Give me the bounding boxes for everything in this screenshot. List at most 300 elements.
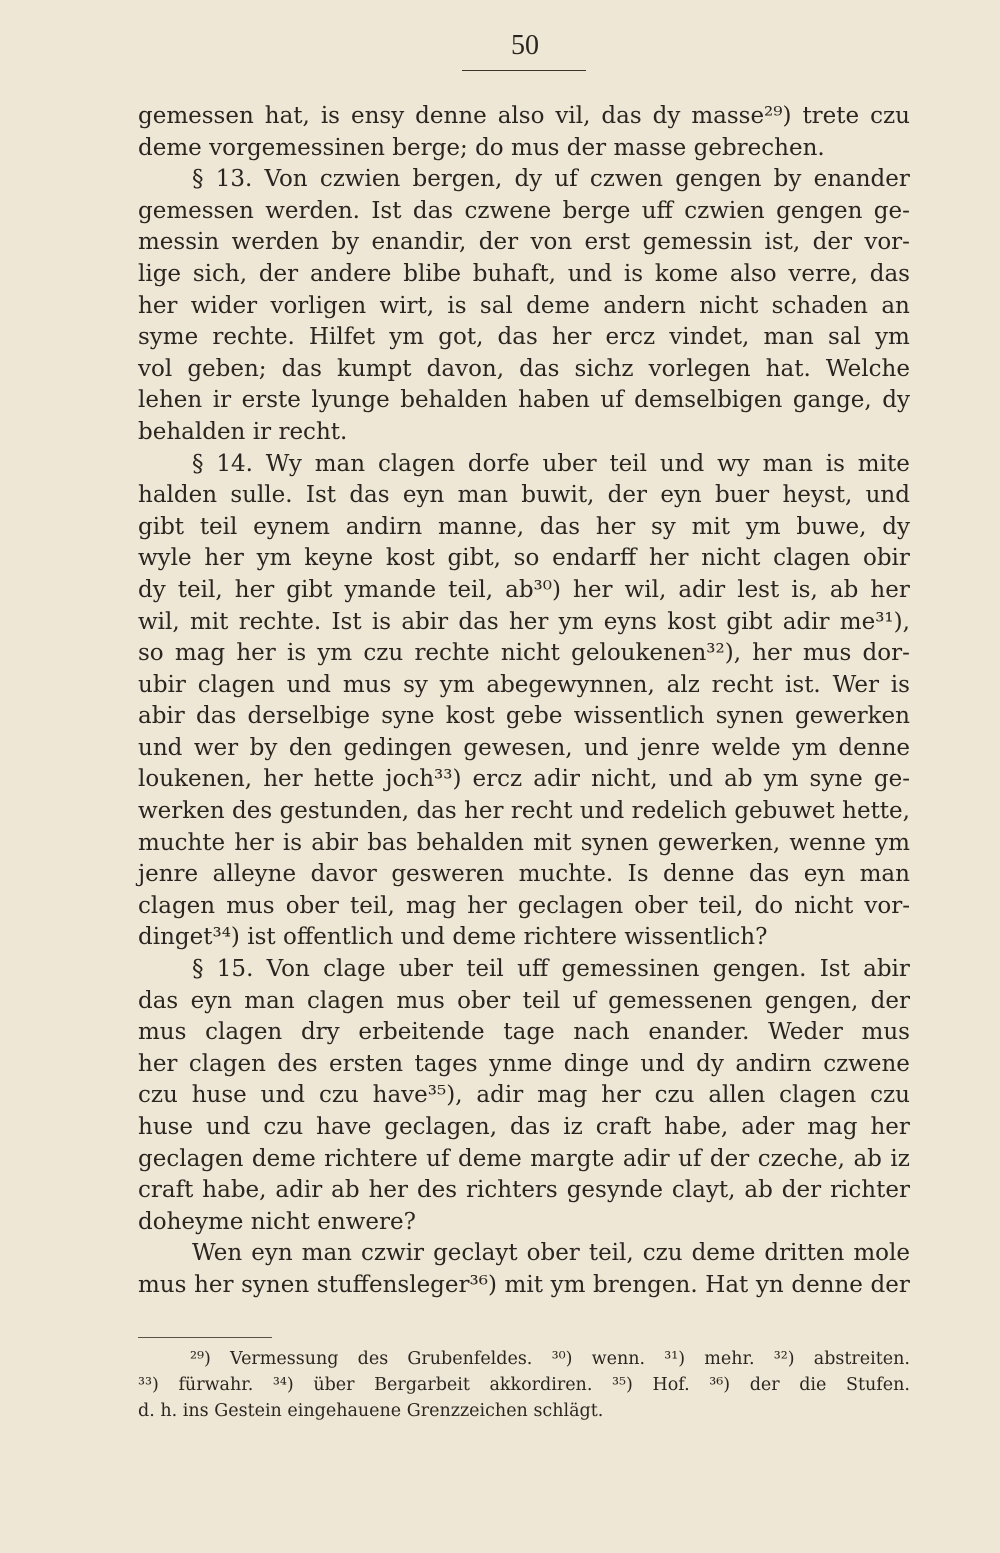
word: muchte <box>138 829 226 856</box>
word: wenne <box>789 829 866 856</box>
text-line <box>138 259 910 291</box>
word: is <box>447 292 467 319</box>
text-line <box>138 859 910 891</box>
text-line <box>138 1207 910 1239</box>
word: ober <box>285 892 339 919</box>
word: eynem <box>253 513 330 540</box>
text-line <box>138 101 910 133</box>
word: heyst, <box>782 482 853 509</box>
word: me³¹), <box>839 608 910 635</box>
word: her <box>234 576 275 603</box>
text-line <box>138 133 910 165</box>
word: mag <box>537 1082 588 1109</box>
word: gewerken, <box>657 829 781 856</box>
word: Is <box>627 861 649 888</box>
word: das <box>869 260 910 287</box>
word: clayt, <box>671 1177 736 1204</box>
word: Von <box>264 166 308 193</box>
word: denne <box>838 734 910 761</box>
word: gemessen <box>138 197 254 224</box>
word: teil, <box>698 892 744 919</box>
word: richtere <box>324 1145 418 1172</box>
word: nicht <box>500 640 560 667</box>
word: manne, <box>437 513 525 540</box>
word: ober <box>457 987 511 1014</box>
word: vol <box>138 355 173 382</box>
text-line <box>138 1017 910 1049</box>
word: Gestein <box>214 1401 282 1421</box>
word: man <box>763 324 814 351</box>
word: her <box>138 1050 178 1077</box>
word: gebe <box>505 703 563 730</box>
word: czu <box>138 1082 178 1109</box>
word: mus <box>138 1271 187 1298</box>
word: das <box>281 355 322 382</box>
word: do <box>475 134 504 161</box>
footnote-line <box>138 1372 910 1398</box>
word: vorgemessinen <box>209 134 385 161</box>
word: ge- <box>873 766 910 793</box>
word: craft <box>595 1114 652 1140</box>
word: her <box>649 545 689 572</box>
word: man <box>244 987 295 1014</box>
word: abir <box>863 956 910 983</box>
word: rechte <box>414 640 490 667</box>
word: dor- <box>862 640 910 667</box>
word: her <box>870 1114 910 1140</box>
word: sal <box>828 324 861 351</box>
word: gemessin <box>642 229 753 256</box>
word: Grenzzeichen <box>406 1401 528 1421</box>
word: czu <box>363 640 404 667</box>
word: her <box>467 892 507 919</box>
word: mus <box>511 134 560 161</box>
word: 15. <box>216 956 254 983</box>
page-number-rule <box>462 70 586 71</box>
word: erbeitende <box>358 1019 485 1046</box>
word: nicht <box>250 1208 310 1235</box>
word: gewesen, <box>463 734 573 761</box>
word: her <box>595 513 636 540</box>
word: abstreiten. <box>813 1349 910 1369</box>
word: uf <box>600 387 624 414</box>
word: loukenen, <box>138 766 253 793</box>
word: keyne <box>304 545 374 572</box>
word: Grubenfeldes. <box>407 1349 533 1369</box>
word: adir <box>622 1145 670 1172</box>
word: 14. <box>216 450 253 477</box>
word: gestunden, <box>279 798 410 825</box>
word: und <box>567 260 613 287</box>
word: her <box>601 1082 641 1109</box>
word: is <box>371 608 392 635</box>
text-line <box>138 891 910 923</box>
word: teil <box>609 450 648 477</box>
word: das <box>539 513 581 540</box>
word: huse <box>138 1114 194 1140</box>
word: ist <box>247 924 276 951</box>
word: trete <box>802 103 860 129</box>
word: vor- <box>864 229 910 256</box>
word: sy <box>651 513 676 540</box>
word: ader <box>741 1114 795 1140</box>
word: ³⁰) <box>551 1349 573 1369</box>
word: erst <box>584 229 631 256</box>
word: und <box>640 1050 685 1077</box>
word: ist, <box>764 229 801 256</box>
word: her <box>236 640 276 667</box>
word: mus <box>802 640 852 667</box>
word: ³³) <box>138 1375 159 1395</box>
word: behalden <box>138 418 246 445</box>
word: ist. <box>785 671 821 698</box>
word: gibt, <box>447 545 501 572</box>
word: nicht <box>699 292 759 319</box>
word: sich, <box>192 260 248 287</box>
word: mus <box>861 1019 910 1046</box>
word: wy <box>717 450 750 477</box>
word: teil, <box>588 1240 634 1267</box>
word: czwir <box>361 1240 425 1267</box>
word: andern <box>603 292 686 319</box>
word: kost <box>445 703 495 730</box>
word: davor <box>310 861 377 888</box>
word: adir <box>476 1082 524 1109</box>
word: man <box>314 450 366 477</box>
word: kome <box>654 260 719 287</box>
word: is <box>623 260 644 287</box>
word: berge; <box>392 134 468 161</box>
word: lige <box>138 260 182 287</box>
word: gesynde <box>566 1177 663 1204</box>
word: mus <box>138 1019 187 1046</box>
word: iz <box>890 1145 910 1172</box>
word: ab <box>744 1177 773 1204</box>
word: rechte. <box>238 608 322 635</box>
word: und <box>286 671 332 698</box>
word: adir <box>275 1177 323 1204</box>
word: clagen <box>197 671 275 698</box>
word: richters <box>466 1177 558 1204</box>
word: clagen <box>377 450 456 477</box>
word: behalden <box>400 387 508 414</box>
word: deme <box>526 292 590 319</box>
word: von <box>530 229 573 256</box>
footnote-line <box>138 1346 910 1372</box>
word: gemessinen <box>561 956 700 983</box>
word: und <box>659 450 705 477</box>
text-line <box>138 227 910 259</box>
word: gemessenen <box>608 987 753 1014</box>
text-line <box>138 1144 910 1176</box>
word: teil, <box>349 892 395 919</box>
word: jenre <box>138 861 199 888</box>
word: ym <box>745 513 781 540</box>
word: d. <box>138 1401 155 1421</box>
word: dinge <box>563 1050 629 1077</box>
word: dy <box>882 513 910 540</box>
text-line <box>138 922 910 954</box>
word: Welche <box>825 355 910 382</box>
word: wissentlich? <box>624 924 768 951</box>
word: ober <box>526 1240 580 1267</box>
text-line <box>138 1238 910 1270</box>
word: eyn <box>660 482 702 509</box>
word: wil, <box>138 608 180 635</box>
word: syne <box>809 766 863 793</box>
word: die <box>799 1375 827 1395</box>
word: vorligen <box>270 292 367 319</box>
word: uber <box>542 450 597 477</box>
word: nicht <box>701 545 761 572</box>
word: gibt <box>726 608 773 635</box>
word: des <box>357 1349 389 1369</box>
word: is <box>825 450 845 477</box>
word: eyn <box>190 987 232 1014</box>
word: an <box>881 292 910 319</box>
word: adir <box>678 576 726 603</box>
word: ab <box>829 576 859 603</box>
text-line <box>138 1112 910 1144</box>
word: mole <box>853 1240 910 1267</box>
word: eyn <box>803 861 846 888</box>
word: werken <box>138 798 225 825</box>
word: rechte. <box>212 324 295 351</box>
word: richtere <box>523 924 617 951</box>
word: abir <box>401 608 449 635</box>
word: her <box>368 1177 408 1204</box>
word: Vermessung <box>230 1349 339 1369</box>
word: mag <box>807 1114 858 1140</box>
word: her <box>870 576 910 603</box>
word: vil, <box>555 103 591 129</box>
word: kost <box>385 545 435 572</box>
word: mus <box>396 987 445 1014</box>
word: offentlich <box>283 924 394 951</box>
word: her <box>234 829 274 856</box>
word: behalden <box>416 829 524 856</box>
word: buhaft, <box>472 260 556 287</box>
word: clagen <box>306 987 385 1014</box>
word: jenre <box>639 734 701 761</box>
word: denne <box>415 103 487 129</box>
word: ab <box>331 1177 360 1204</box>
section-heading-14 <box>138 449 910 481</box>
word: uff <box>517 956 549 983</box>
word: das <box>458 608 499 635</box>
word: ym <box>317 640 353 667</box>
word: enandir, <box>371 229 467 256</box>
word: syme <box>138 324 199 351</box>
page-number: 50 <box>511 30 539 61</box>
word: uf <box>572 987 596 1014</box>
word: ubir <box>138 671 186 698</box>
word: mit <box>190 608 229 635</box>
word: redelich <box>631 798 727 825</box>
word: Hof. <box>652 1375 690 1395</box>
section-heading-13 <box>138 164 910 196</box>
word: so <box>138 640 164 667</box>
word: ir <box>212 387 232 414</box>
word: Bergarbeit <box>374 1375 470 1395</box>
section-heading-15 <box>138 954 910 986</box>
word: enander. <box>648 1019 750 1046</box>
word: czu <box>654 1082 695 1109</box>
word: syne <box>381 703 435 730</box>
word: das <box>519 355 560 382</box>
word: enwere? <box>317 1208 416 1235</box>
word: deme <box>691 1240 756 1267</box>
word: dorfe <box>467 450 530 477</box>
word: lehen <box>138 387 203 414</box>
word: allen <box>708 1082 766 1109</box>
word: ³²) <box>773 1349 795 1369</box>
word: stuffensleger³⁶) <box>316 1271 497 1298</box>
word: deme <box>138 134 202 161</box>
word: messin <box>138 229 220 256</box>
word: geclagen <box>138 1145 244 1172</box>
word: alleyne <box>212 861 297 888</box>
text-line <box>138 196 910 228</box>
word: gewerken <box>794 703 910 730</box>
word: mag <box>405 892 457 919</box>
word: Ist <box>331 608 362 635</box>
word: ²⁹) <box>190 1349 211 1369</box>
word: das <box>412 197 454 224</box>
word: her <box>204 545 244 572</box>
word: der <box>870 1271 910 1298</box>
word: her <box>573 576 613 603</box>
word: kost <box>667 608 717 635</box>
word: synen <box>241 1271 310 1298</box>
word: mag <box>174 640 226 667</box>
word: erste <box>241 387 301 414</box>
word: und <box>865 482 910 509</box>
word: ym <box>875 324 910 351</box>
word: hat. <box>765 355 811 382</box>
word: fürwahr. <box>178 1375 254 1395</box>
word: brengen. <box>593 1271 698 1298</box>
word: teil, <box>448 576 494 603</box>
word: abir <box>138 703 185 730</box>
word: masse²⁹) <box>691 103 792 129</box>
word: nach <box>573 1019 630 1046</box>
word: so <box>513 545 540 572</box>
word: mit <box>533 829 572 856</box>
word: eyn <box>402 482 445 509</box>
word: derselbige <box>247 703 371 730</box>
word: man <box>301 1240 352 1267</box>
text-line <box>138 480 910 512</box>
word: denne <box>662 861 735 888</box>
word: alz <box>666 671 700 698</box>
word: sal <box>479 292 513 319</box>
word: habe, <box>202 1177 267 1204</box>
body-text <box>138 101 910 1302</box>
word: ymande <box>344 576 437 603</box>
word: das <box>416 798 457 825</box>
word: ercz <box>472 766 523 793</box>
word: und <box>400 924 445 951</box>
word: ³¹) <box>664 1349 686 1369</box>
word: das <box>349 482 390 509</box>
word: dy <box>882 387 910 414</box>
word: § <box>192 166 204 193</box>
word: her <box>551 324 592 351</box>
word: czwene <box>823 1050 910 1077</box>
word: man <box>762 450 813 477</box>
word: sichz <box>574 355 634 382</box>
word: czu <box>318 1082 359 1109</box>
word: ober <box>634 892 688 919</box>
word: eyn <box>251 1240 293 1267</box>
word: Hat <box>705 1271 749 1298</box>
word: enander <box>813 166 910 193</box>
footnotes <box>138 1346 910 1424</box>
word: uf <box>678 1145 702 1172</box>
word: clage <box>323 956 386 983</box>
text-line <box>138 796 910 828</box>
text-line <box>138 575 910 607</box>
word: recht. <box>278 418 348 445</box>
word: dry <box>300 1019 340 1046</box>
word: ym <box>550 1271 586 1298</box>
word: der <box>566 134 607 161</box>
word: ym <box>558 608 594 635</box>
word: yn <box>755 1271 784 1298</box>
word: Weder <box>768 1019 843 1046</box>
word: den <box>288 734 333 761</box>
word: und <box>260 1082 306 1109</box>
word: richter <box>830 1177 910 1204</box>
word: denne <box>791 1271 863 1298</box>
text-line <box>138 607 910 639</box>
word: und <box>138 734 183 761</box>
word: gemessen <box>138 103 254 129</box>
word: her <box>752 640 792 667</box>
text-line <box>138 1175 910 1207</box>
word: nicht, <box>591 766 658 793</box>
text-line <box>138 354 910 386</box>
word: über <box>313 1375 355 1395</box>
word: ³⁶) <box>709 1375 731 1395</box>
text-line <box>138 701 910 733</box>
text-line <box>138 733 910 765</box>
word: have <box>316 1114 372 1140</box>
word: gedingen <box>343 734 452 761</box>
word: mit <box>504 1271 543 1298</box>
word: h. <box>160 1401 178 1421</box>
word: her <box>263 766 303 793</box>
text-line <box>138 670 910 702</box>
word: wider <box>190 292 258 319</box>
word: czwene <box>464 197 552 224</box>
word: obir <box>862 545 910 572</box>
word: czwien <box>319 166 401 193</box>
word: synen <box>580 829 649 856</box>
word: czu <box>642 1240 683 1267</box>
word: dy <box>696 1050 724 1077</box>
word: muchte. <box>518 861 614 888</box>
word: do <box>754 892 784 919</box>
word: der <box>781 1177 822 1204</box>
word: is, <box>791 576 818 603</box>
footnote-line <box>138 1398 910 1424</box>
word: andere <box>309 260 392 287</box>
word: uff <box>641 197 673 224</box>
word: eingehauene <box>287 1401 402 1421</box>
word: tage <box>503 1019 555 1046</box>
